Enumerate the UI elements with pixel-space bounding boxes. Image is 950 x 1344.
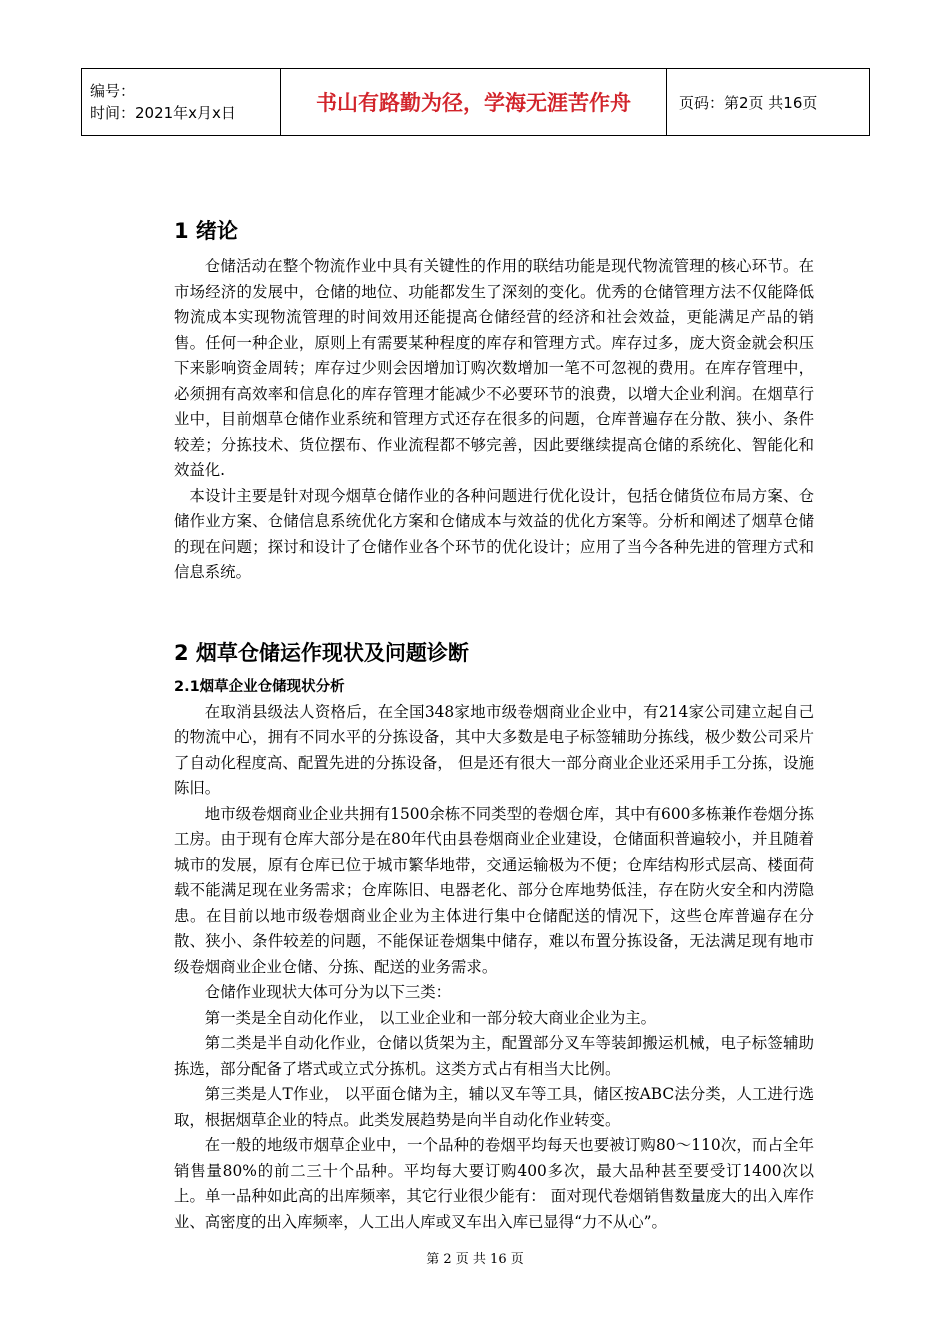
section-2-paragraph: 在一般的地级市烟草企业中，一个品种的卷烟平均每天也要被订购80～110次，而占全年销售量80%的前二三十个品种。平均每大要订购400多次，最大品种甚至要受订1400次以上。单一品种如此高的出库频率，其它行业很少能有： 面对现代卷烟销售数量庞大的出入库作业、高密度的出入库频率，人工出人库或叉车出入库已显得“力不从心”。 — [174, 1136, 814, 1231]
section-2-1-subtitle: 2.1烟草企业仓储现状分析 — [174, 678, 345, 695]
section-2-paragraph: 在取消县级法人资格后，在全国348家地市级卷烟商业企业中，有214家公司建立起自己的物流中心，拥有不同水平的分拣设备，其中大多数是电子标签辅助分拣线，极少数公司采片了自动化程度高、配置先进的分拣设备， 但是还有很大一部分商业企业还采用手工分拣，设施陈旧。 — [174, 702, 814, 797]
section-1-paragraph: 仓储活动在整个物流作业中具有关键性的作用的联结功能是现代物流管理的核心环节。在市场经济的发展中，仓储的地位、功能都发生了深刻的变化。优秀的仓储管理方法不仅能降低物流成本实现物流管理的时间效用还能提高仓储经营的经济和社会效益，更能满足产品的销售。任何一种企业，原则上有需要某种程度的库存和管理方式。库存过多，庞大资金就会积压下来影响资金周转；库存过少则会因增加订购次数增加一笔不可忽视的费用。在库存管理中，必须拥有高效率和信息化的库存管理才能减少不必要环节的浪费，以增大企业利润。在烟草行业中，目前烟草仓储作业系统和管理方式还存在很多的问题，仓库普遍存在分散、狭小、条件较差；分拣技术、货位摆布、作业流程都不够完善，因此要继续提高仓储的系统化、智能化和效益化. — [174, 257, 814, 479]
page-header — [81, 68, 870, 136]
header-motto: 书山有路勤为径，学海无涯苦作舟 — [281, 69, 667, 136]
header-page-label: 页码：第2页 共16页 — [667, 69, 870, 136]
section-2-paragraph: 仓储作业现状大体可分为以下三类： — [204, 983, 452, 1001]
document-body — [174, 216, 814, 1235]
document-date-label: 时间：2021年x月x日 — [90, 104, 236, 122]
section-2-paragraph: 第三类是人T作业， 以平面仓储为主，辅以叉车等工具，储区按ABC法分类，人工进行选取，根据烟草企业的特点。此类发展趋势是向半自动化作业转变。 — [174, 1085, 814, 1129]
section-2-paragraph: 地市级卷烟商业企业共拥有1500余栋不同类型的卷烟仓库，其中有600多栋兼作卷烟分拣工房。由于现有仓库大部分是在80年代由县卷烟商业企业建设，仓储面积普遍较小，并且随着城市的发展，原有仓库已位于城市繁华地带，交通运输极为不便；仓库结构形式层高、楼面荷载不能满足现在业务需求；仓库陈旧、电器老化、部分仓库地势低洼，存在防火安全和内涝隐患。在目前以地市级卷烟商业企业为主体进行集中仓储配送的情况下，这些仓库普遍存在分散、狭小、条件较差的问题，不能保证卷烟集中储存，难以布置分拣设备，无法满足现有地市级卷烟商业企业仓储、分拣、配送的业务需求。 — [174, 804, 814, 976]
section-1-title: 1 绪论 — [174, 219, 238, 243]
section-2 — [174, 638, 814, 1236]
section-2-paragraph: 第二类是半自动化作业，仓储以货架为主，配置部分叉车等装卸搬运机械，电子标签辅助拣选，部分配备了塔式或立式分拣机。这类方式占有相当大比例。 — [174, 1034, 814, 1078]
header-meta-cell — [82, 69, 281, 136]
section-1-paragraph: 本设计主要是针对现今烟草仓储作业的各种问题进行优化设计，包括仓储货位布局方案、仓储作业方案、仓储信息系统优化方案和仓储成本与效益的优化方案等。分析和阐述了烟草仓储的现在问题；探讨和设计了仓储作业各个环节的优化设计；应用了当今各种先进的管理方式和信息系统。 — [174, 486, 814, 581]
section-2-paragraph: 第一类是全自动化作业， 以工业企业和一部分较大商业企业为主。 — [204, 1008, 657, 1027]
page-footer: 第 2 页 共 16 页 — [426, 1252, 524, 1267]
section-2-title: 2 烟草仓储运作现状及问题诊断 — [174, 640, 469, 665]
document-number-label: 编号： — [90, 82, 136, 100]
